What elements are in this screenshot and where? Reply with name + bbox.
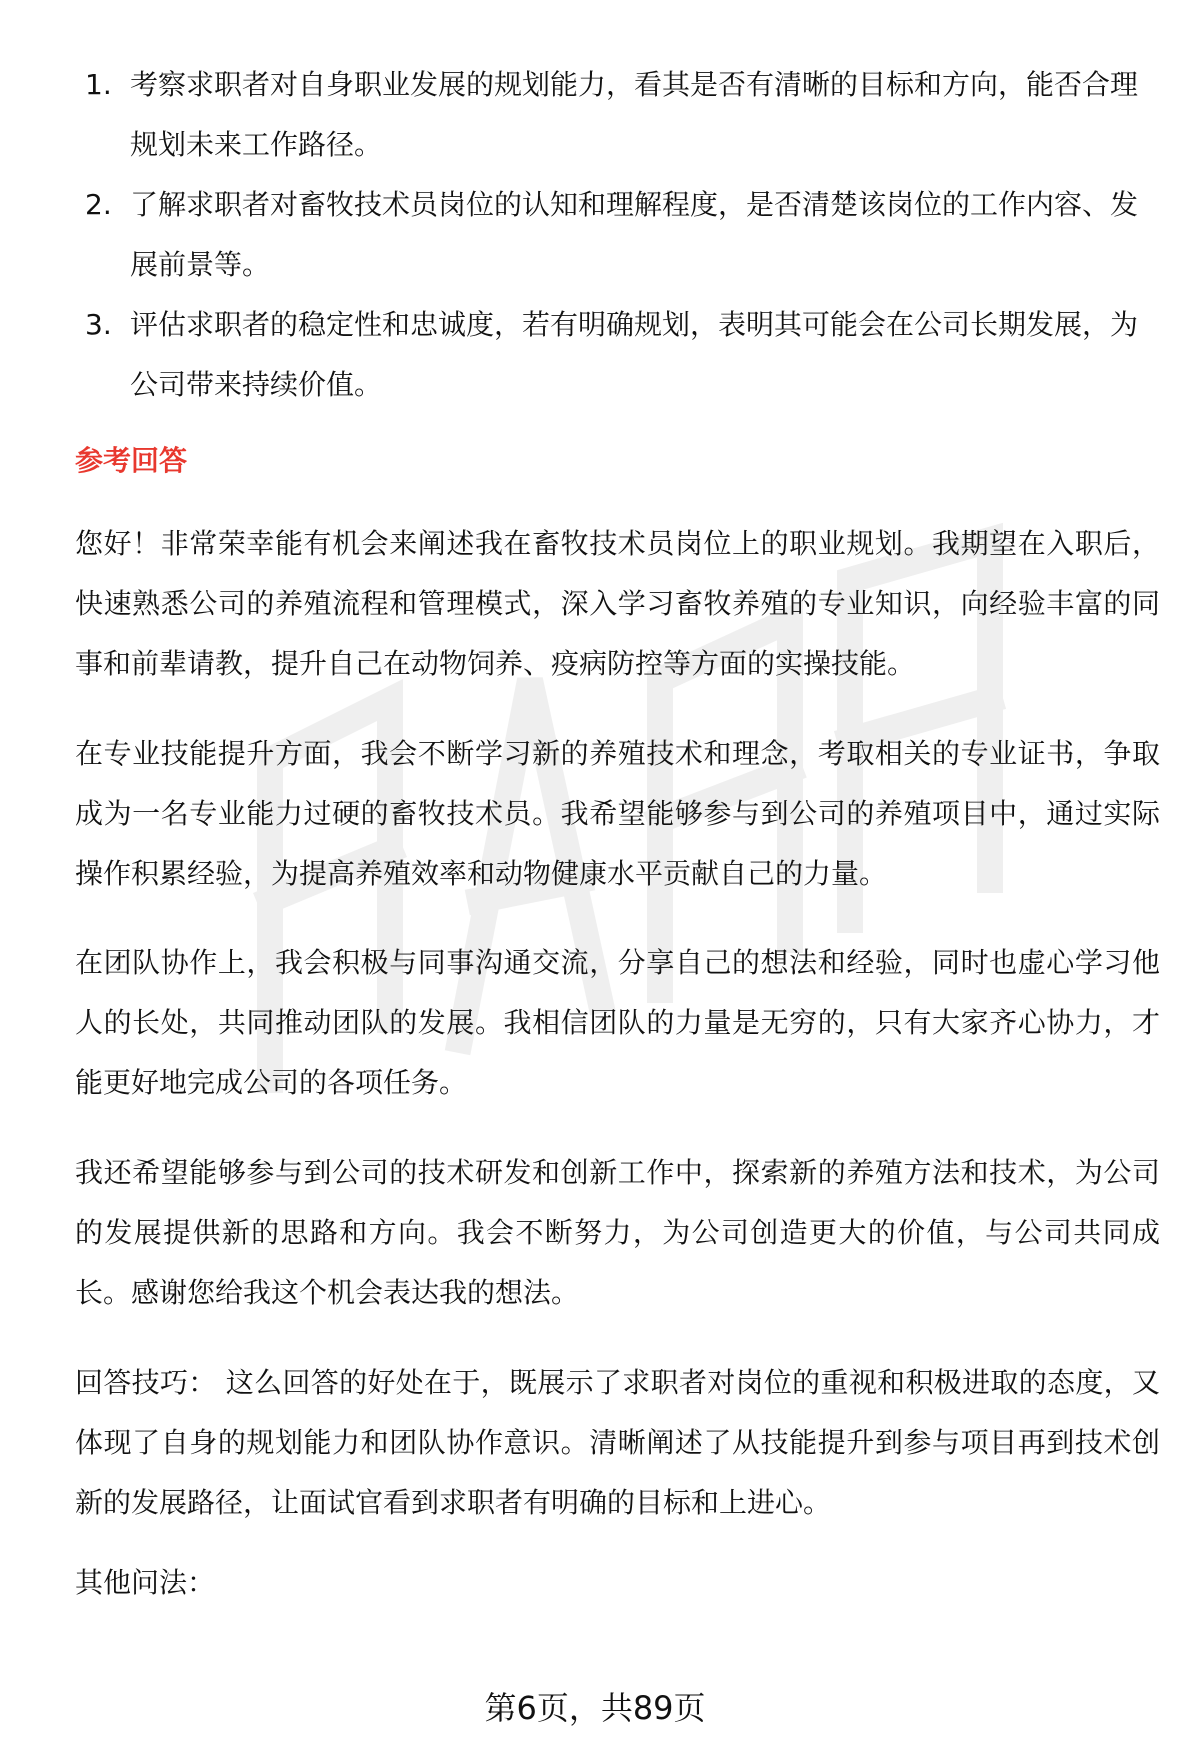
- list-item: [85, 175, 1155, 295]
- answer-paragraph: 在团队协作上，我会积极与同事沟通交流，分享自己的想法和经验，同时也虚心学习他人的长处，共同推动团队的发展。我相信团队的力量是无穷的，只有大家齐心协力，才能更好地完成公司的各项任务。: [75, 946, 1160, 1099]
- page-number-footer: 第6页，共89页: [484, 1689, 706, 1727]
- answer-paragraph: 我还希望能够参与到公司的技术研发和创新工作中，探索新的养殖方法和技术，为公司的发展提供新的思路和方向。我会不断努力，为公司创造更大的价值，与公司共同成长。感谢您给我这个机会表达我的想法。: [75, 1156, 1160, 1309]
- criteria-list: [85, 55, 1155, 415]
- list-item-text: 考察求职者对自身职业发展的规划能力，看其是否有清晰的目标和方向，能否合理规划未来工作路径。: [130, 68, 1139, 161]
- list-item: [85, 295, 1155, 415]
- list-item-number: 2.: [85, 188, 112, 221]
- answer-paragraph: 在专业技能提升方面，我会不断学习新的养殖技术和理念，考取相关的专业证书，争取成为一名专业能力过硬的畜牧技术员。我希望能够参与到公司的养殖项目中，通过实际操作积累经验，为提高养殖效率和动物健康水平贡献自己的力量。: [75, 737, 1160, 890]
- answer-paragraph: 您好！非常荣幸能有机会来阐述我在畜牧技术员岗位上的职业规划。我期望在入职后，快速熟悉公司的养殖流程和管理模式，深入学习畜牧养殖的专业知识，向经验丰富的同事和前辈请教，提升自己在动物饲养、疫病防控等方面的实操技能。: [75, 527, 1160, 680]
- list-item-text: 了解求职者对畜牧技术员岗位的认知和理解程度，是否清楚该岗位的工作内容、发展前景等。: [130, 188, 1139, 281]
- list-item-number: 1.: [85, 68, 112, 101]
- list-item: [85, 55, 1155, 175]
- other-questions-label: 其他问法：: [75, 1566, 216, 1599]
- tips-paragraph: 回答技巧： 这么回答的好处在于，既展示了求职者对岗位的重视和积极进取的态度，又体现了自身的规划能力和团队协作意识。清晰阐述了从技能提升到参与项目再到技术创新的发展路径，让面试官看到求职者有明确的目标和上进心。: [75, 1366, 1160, 1519]
- list-item-number: 3.: [85, 308, 112, 341]
- section-heading: 参考回答: [75, 444, 188, 477]
- list-item-text: 评估求职者的稳定性和忠诚度，若有明确规划，表明其可能会在公司长期发展，为公司带来持续价值。: [130, 308, 1139, 401]
